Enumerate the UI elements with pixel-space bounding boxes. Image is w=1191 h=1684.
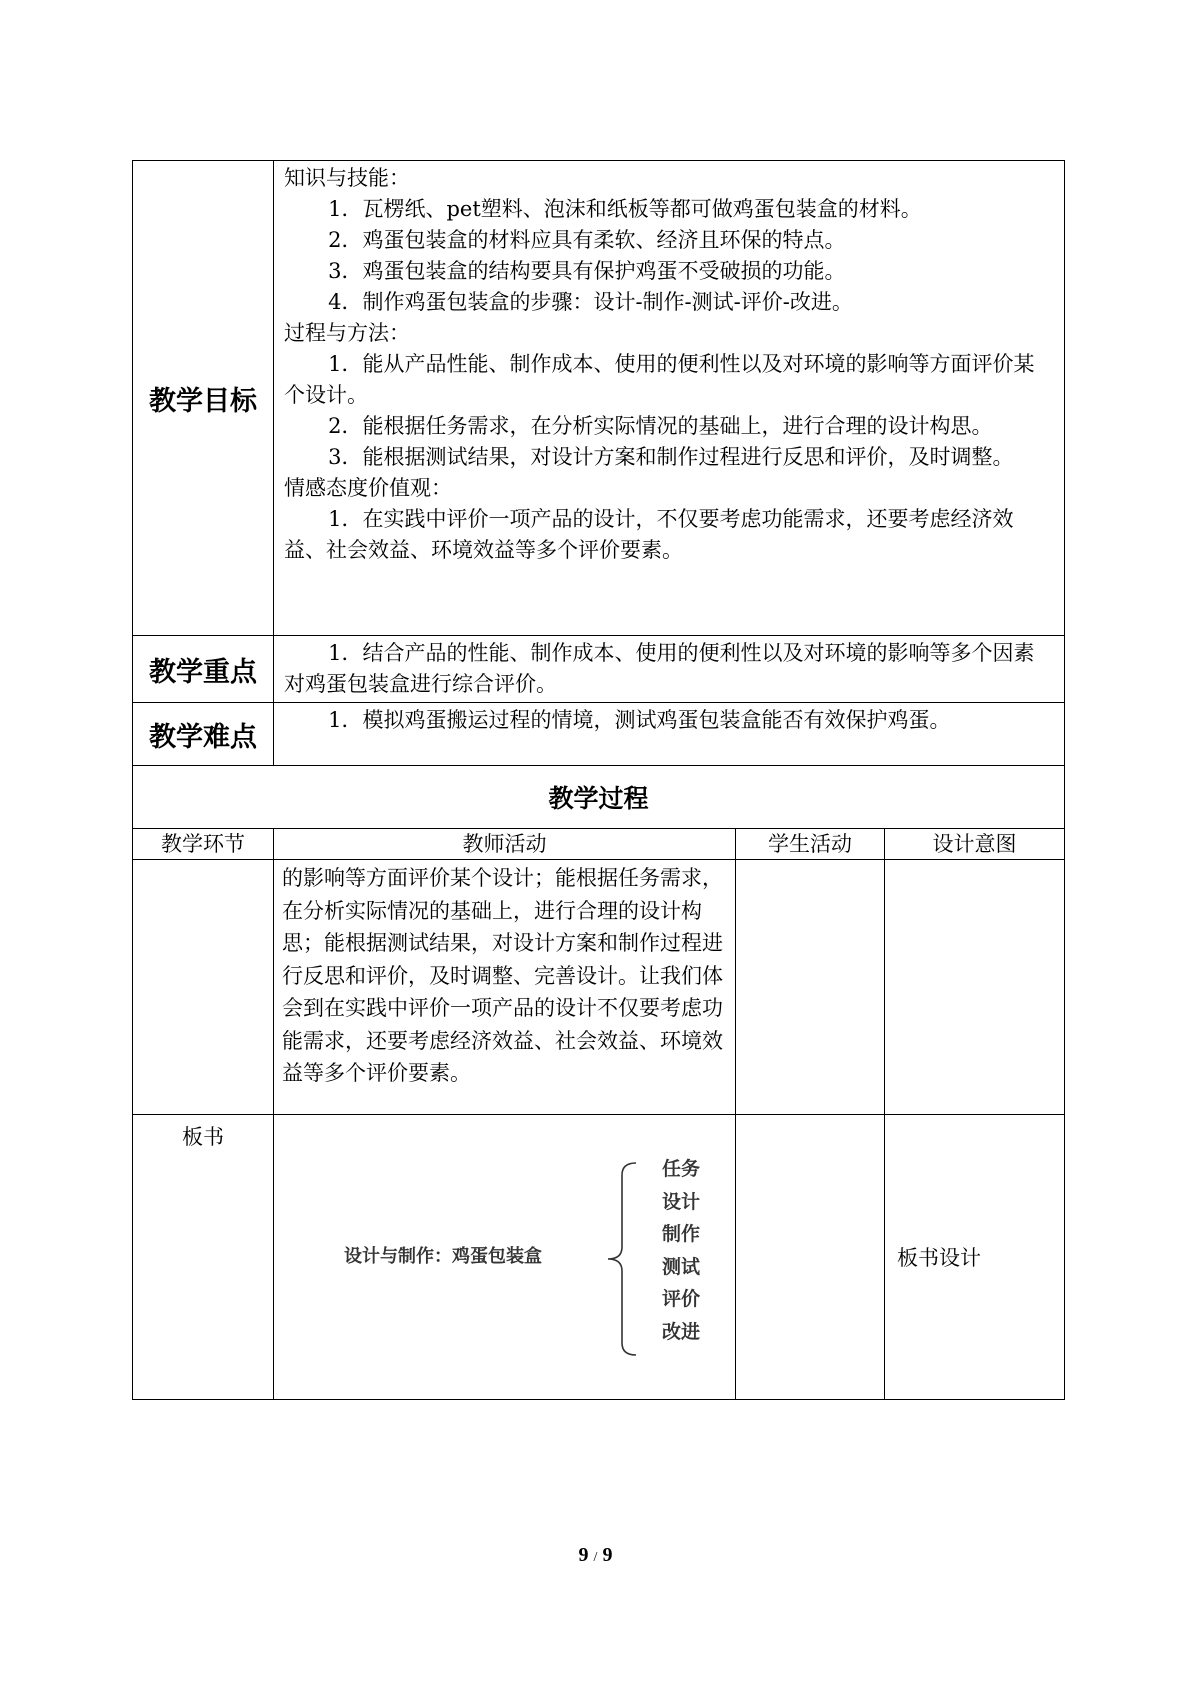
knowledge-item: 2．鸡蛋包装盒的材料应具有柔软、经济且环保的特点。 xyxy=(328,228,846,252)
knowledge-item: 3．鸡蛋包装盒的结构要具有保护鸡蛋不受破损的功能。 xyxy=(328,259,846,283)
key-point-label: 教学重点 xyxy=(133,636,274,703)
process-heading: 过程与方法： xyxy=(284,321,410,345)
board-step: 设计 xyxy=(662,1190,701,1213)
key-point-row xyxy=(133,636,1065,703)
board-steps xyxy=(662,1153,700,1348)
table-row xyxy=(133,1115,1065,1400)
total-pages: 9 xyxy=(602,1544,613,1566)
process-header-row xyxy=(133,829,1065,860)
objectives-row xyxy=(133,161,1065,636)
board-step: 任务 xyxy=(662,1158,701,1180)
objectives-content xyxy=(274,161,1065,636)
board-step: 评价 xyxy=(662,1288,701,1310)
board-stage: 板书 xyxy=(133,1115,274,1400)
board-title: 设计与制作：鸡蛋包装盒 xyxy=(344,1246,542,1267)
difficulty-label: 教学难点 xyxy=(133,703,274,766)
difficulty-row xyxy=(133,703,1065,766)
board-student-activity xyxy=(736,1115,885,1400)
design-intent xyxy=(885,860,1065,1115)
process-title: 教学过程 xyxy=(133,766,1065,829)
column-header: 教师活动 xyxy=(274,829,736,860)
page-number xyxy=(0,1544,1191,1567)
attitude-item: 1．在实践中评价一项产品的设计，不仅要考虑功能需求，还要考虑经济效益、社会效益、环境效益等多个评价要素。 xyxy=(284,507,1014,562)
column-header: 设计意图 xyxy=(885,829,1065,860)
process-title-row xyxy=(133,766,1065,829)
column-header: 学生活动 xyxy=(736,829,885,860)
lesson-plan-table xyxy=(132,160,1065,1400)
board-cell xyxy=(274,1115,736,1400)
key-point-text: 1．结合产品的性能、制作成本、使用的便利性以及对环境的影响等多个因素对鸡蛋包装盒进行综合评价。 xyxy=(284,641,1035,696)
blackboard-diagram xyxy=(274,1115,735,1399)
process-item: 1．能从产品性能、制作成本、使用的便利性以及对环境的影响等方面评价某个设计。 xyxy=(284,352,1035,407)
knowledge-item: 4．制作鸡蛋包装盒的步骤：设计-制作-测试-评价-改进。 xyxy=(328,290,853,314)
column-header: 教学环节 xyxy=(133,829,274,860)
difficulty-text: 1．模拟鸡蛋搬运过程的情境，测试鸡蛋包装盒能否有效保护鸡蛋。 xyxy=(328,708,951,732)
process-item: 2．能根据任务需求，在分析实际情况的基础上，进行合理的设计构思。 xyxy=(328,414,993,438)
stage-cell xyxy=(133,860,274,1115)
student-activity xyxy=(736,860,885,1115)
knowledge-item: 1．瓦楞纸、pet塑料、泡沫和纸板等都可做鸡蛋包装盒的材料。 xyxy=(328,197,922,221)
brace-icon xyxy=(604,1161,640,1357)
current-page: 9 xyxy=(578,1544,589,1566)
process-item: 3．能根据测试结果，对设计方案和制作过程进行反思和评价，及时调整。 xyxy=(328,445,1014,469)
board-step: 改进 xyxy=(662,1320,701,1343)
board-step: 制作 xyxy=(662,1223,701,1245)
table-row xyxy=(133,860,1065,1115)
objectives-label: 教学目标 xyxy=(133,161,274,636)
knowledge-heading: 知识与技能： xyxy=(284,166,410,190)
board-step: 测试 xyxy=(662,1255,701,1278)
page-separator: / xyxy=(593,1550,598,1565)
board-design-intent: 板书设计 xyxy=(885,1115,1065,1400)
teacher-activity: 的影响等方面评价某个设计；能根据任务需求，在分析实际情况的基础上，进行合理的设计构思；能根据测试结果，对设计方案和制作过程进行反思和评价，及时调整、完善设计。让我们体会到在实践中评价一项产品的设计不仅要考虑功能需求，还要考虑经济效益、社会效益、环境效益等多个评价要素。 xyxy=(274,860,736,1115)
attitude-heading: 情感态度价值观： xyxy=(284,476,452,500)
